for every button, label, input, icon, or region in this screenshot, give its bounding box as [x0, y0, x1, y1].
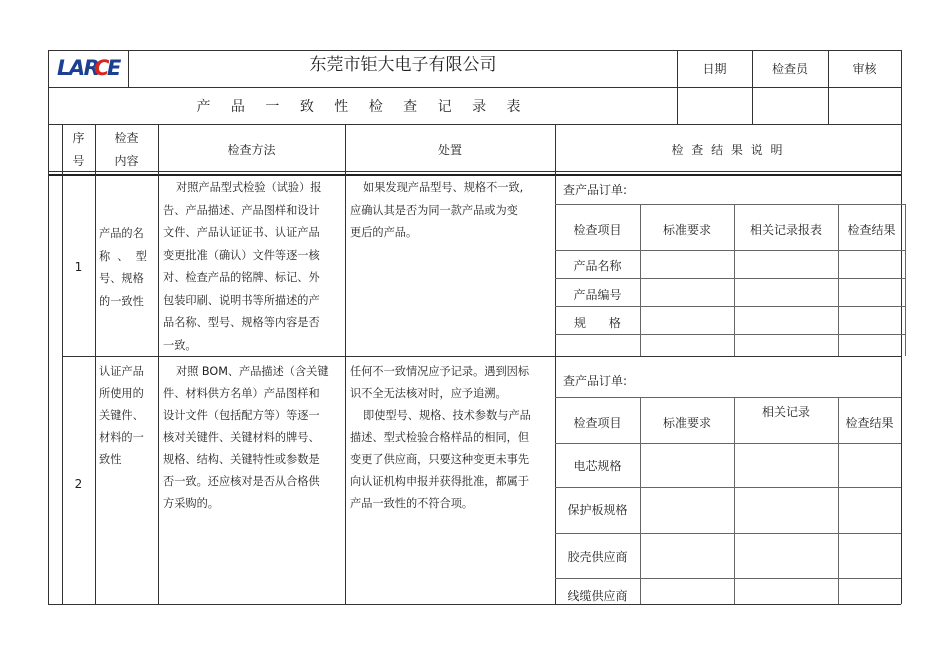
check-item: 线缆供应商 — [567, 589, 628, 603]
row-method — [163, 361, 345, 515]
content-line: 所使用的 — [99, 387, 144, 400]
method-line: 件、材料供方名单）产品图样和 — [163, 387, 320, 400]
content-line: 称 、 型 — [99, 249, 147, 263]
content-line: 认证产品 — [99, 365, 144, 378]
column-disposal: 处置 — [437, 143, 462, 157]
row-seq: 1 — [74, 260, 83, 274]
method-line: 文件、产品认证证书、认证产品 — [163, 226, 320, 239]
disposal-line: 应确认其是否为同一款产品或为变 — [350, 203, 518, 217]
result-header: 相关记录报表 — [749, 223, 822, 237]
method-line: 告、产品描述、产品图样和设计 — [163, 203, 320, 217]
date-label: 日期 — [702, 62, 727, 76]
row-seq: 2 — [74, 477, 83, 491]
content-line: 关键件、 — [99, 409, 144, 422]
disposal-line: 如果发现产品型号、规格不一致, — [363, 181, 524, 194]
result-header: 标准要求 — [662, 416, 711, 430]
svg-text:LAR: LAR — [57, 56, 99, 80]
method-line: 对照产品型式检验（试验）报 — [176, 181, 322, 194]
result-header: 检查结果 — [845, 416, 894, 430]
result-header: 检查项目 — [573, 416, 622, 430]
content-line: 产品的名 — [99, 227, 144, 240]
column-content-line2: 内容 — [114, 154, 139, 168]
disposal-line: 更后的产品。 — [350, 226, 418, 239]
column-content-line1: 检查 — [114, 131, 139, 145]
review-label: 审核 — [852, 62, 877, 76]
result-header: 标准要求 — [662, 223, 711, 237]
content-line: 的一致性 — [99, 294, 144, 308]
column-seq-line1: 序 — [72, 131, 85, 145]
check-item: 规 格 — [574, 316, 621, 330]
column-method: 检查方法 — [227, 143, 276, 157]
logo-mark — [57, 53, 123, 81]
method-line: 包装印刷、说明书等所描述的产 — [163, 293, 320, 307]
row-content — [99, 223, 157, 313]
content-line: 号、规格 — [99, 272, 144, 285]
result-header: 检查项目 — [573, 223, 622, 237]
result-header: 相关记录 — [761, 405, 810, 419]
disposal-line: 描述、型式检验合格样品的相同，但 — [350, 431, 530, 444]
column-result: 检 查 结 果 说 明 — [671, 143, 785, 157]
method-line: 规格、结构、关键特性或参数是 — [163, 453, 320, 466]
order-label: 查产品订单: — [563, 183, 628, 197]
method-line: 变更批准（确认）文件等逐一核 — [163, 248, 320, 262]
method-line: 对照 BOM、产品描述（含关键 — [176, 365, 329, 378]
disposal-line: 任何不一致情况应予记录。遇到因标 — [350, 365, 530, 378]
check-item: 胶壳供应商 — [567, 550, 628, 564]
content-line: 材料的一 — [99, 431, 144, 444]
check-item: 保护板规格 — [567, 503, 628, 517]
content-line: 致性 — [99, 453, 122, 466]
form-title: 产 品 一 致 性 检 查 记 录 表 — [196, 99, 529, 115]
order-label: 查产品订单: — [563, 374, 628, 388]
inspector-label: 检查员 — [771, 62, 808, 76]
result-header: 检查结果 — [847, 223, 896, 237]
check-item: 产品编号 — [573, 288, 622, 302]
column-seq-line2: 号 — [72, 154, 85, 168]
svg-text:C: C — [94, 56, 109, 80]
method-line: 一致。 — [163, 338, 197, 352]
disposal-line: 变更了供应商，只要这种变更未事先 — [350, 453, 530, 466]
disposal-line: 即使型号、规格、技术参数与产品 — [363, 409, 531, 422]
company-name: 东莞市钜大电子有限公司 — [309, 55, 497, 75]
row-method — [163, 177, 345, 357]
disposal-line: 产品一致性的不符合项。 — [350, 497, 474, 510]
method-line: 设计文件（包括配方等）等逐一 — [163, 409, 320, 422]
company-logo — [57, 53, 123, 81]
method-line: 对、检查产品的铭牌、标记、外 — [163, 271, 320, 284]
check-item: 电芯规格 — [573, 459, 622, 473]
row-disposal — [350, 177, 554, 245]
method-line: 品名称、型号、规格等内容是否 — [163, 316, 320, 329]
method-line: 否一致。还应核对是否从合格供 — [163, 475, 320, 488]
method-line: 方采购的。 — [163, 497, 219, 510]
method-line: 核对关键件、关键材料的牌号、 — [163, 431, 320, 444]
row-content — [99, 361, 157, 471]
disposal-line: 识不全无法核对时，应予追溯。 — [350, 387, 507, 400]
disposal-line: 向认证机构申报并获得批准，都属于 — [350, 475, 530, 488]
check-item: 产品名称 — [573, 259, 622, 273]
svg-text:E: E — [107, 56, 121, 80]
row-disposal — [350, 361, 554, 515]
